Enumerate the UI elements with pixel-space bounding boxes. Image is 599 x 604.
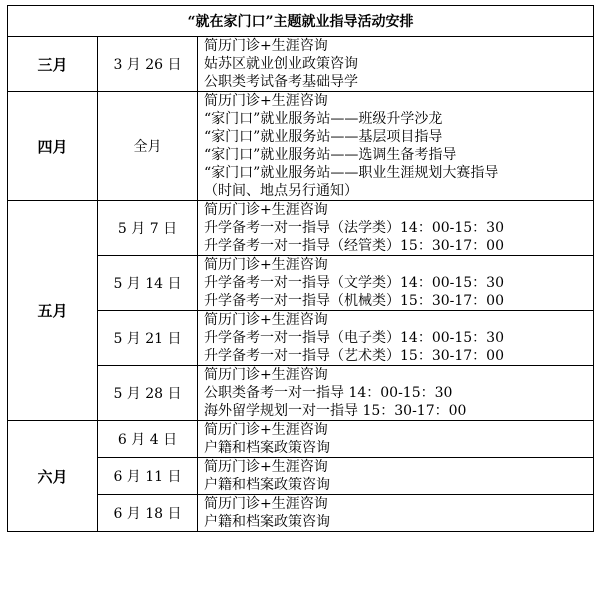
table-row (8, 92, 594, 201)
activity-item: 简历门诊+生涯咨询 (204, 38, 328, 54)
activity-item: “家门口”就业服务站——职业生涯规划大赛指导 (204, 165, 499, 181)
activity-item: 简历门诊+生涯咨询 (204, 202, 328, 218)
activity-item: 升学备考一对一指导（机械类）15：30-17：00 (204, 293, 504, 309)
schedule-table (7, 5, 594, 532)
activity-item: 升学备考一对一指导（电子类）14：00-15：30 (204, 330, 504, 346)
activity-item: 升学备考一对一指导（法学类）14：00-15：30 (204, 220, 504, 236)
activities-cell (198, 256, 594, 311)
activities-cell (198, 311, 594, 366)
activities-cell (198, 495, 594, 532)
activities-cell (198, 92, 594, 201)
table-row (8, 201, 594, 256)
date-cell: 5 月 7 日 (98, 201, 198, 256)
activity-item: 简历门诊+生涯咨询 (204, 367, 328, 383)
activity-item: 户籍和档案政策咨询 (204, 477, 330, 493)
activity-item: “家门口”就业服务站——选调生备考指导 (204, 147, 457, 163)
date-cell: 5 月 28 日 (98, 366, 198, 421)
activity-item: 升学备考一对一指导（文学类）14：00-15：30 (204, 275, 504, 291)
month-cell: 六月 (8, 421, 98, 532)
activity-item: 公职类备考一对一指导 14：00-15：30 (204, 385, 453, 401)
activity-item: 户籍和档案政策咨询 (204, 440, 330, 456)
activity-item: 升学备考一对一指导（艺术类）15：30-17：00 (204, 348, 504, 364)
activity-item: 简历门诊+生涯咨询 (204, 496, 328, 512)
date-cell: 6 月 4 日 (98, 421, 198, 458)
activity-item: 升学备考一对一指导（经管类）15：30-17：00 (204, 238, 504, 254)
activity-item: 户籍和档案政策咨询 (204, 514, 330, 530)
activities-cell (198, 366, 594, 421)
activities-cell (198, 458, 594, 495)
activity-item: 海外留学规划一对一指导 15：30-17：00 (204, 403, 467, 419)
date-cell: 5 月 14 日 (98, 256, 198, 311)
activities-cell (198, 201, 594, 256)
date-cell: 6 月 11 日 (98, 458, 198, 495)
activities-cell (198, 37, 594, 92)
activity-item: 简历门诊+生涯咨询 (204, 312, 328, 328)
activity-item: 简历门诊+生涯咨询 (204, 422, 328, 438)
activity-item: （时间、地点另行通知） (204, 183, 358, 199)
month-cell: 三月 (8, 37, 98, 92)
activity-item: 简历门诊+生涯咨询 (204, 93, 328, 109)
date-cell: 6 月 18 日 (98, 495, 198, 532)
activity-item: 简历门诊+生涯咨询 (204, 257, 328, 273)
activity-item: 姑苏区就业创业政策咨询 (204, 56, 358, 72)
date-cell: 5 月 21 日 (98, 311, 198, 366)
month-cell: 四月 (8, 92, 98, 201)
activity-item: “家门口”就业服务站——基层项目指导 (204, 129, 443, 145)
month-cell: 五月 (8, 201, 98, 421)
activity-item: “家门口”就业服务站——班级升学沙龙 (204, 111, 443, 127)
activity-item: 简历门诊+生涯咨询 (204, 459, 328, 475)
table-row (8, 421, 594, 458)
table-row (8, 37, 594, 92)
table-title: “就在家门口”主题就业指导活动安排 (8, 6, 594, 37)
date-cell: 全月 (98, 92, 198, 201)
activities-cell (198, 421, 594, 458)
activity-item: 公职类考试备考基础导学 (204, 74, 358, 90)
title-row (8, 6, 594, 37)
date-cell: 3 月 26 日 (98, 37, 198, 92)
